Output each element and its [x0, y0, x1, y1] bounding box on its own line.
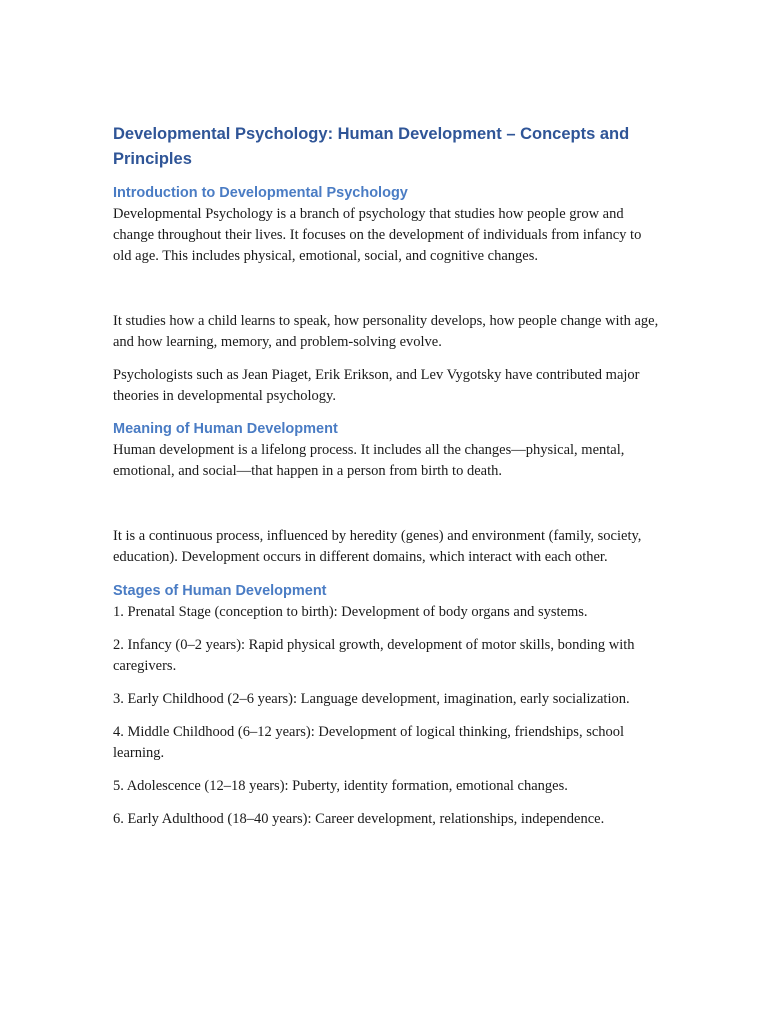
section-heading-stages: Stages of Human Development: [113, 583, 327, 599]
stage-item-prenatal: 1. Prenatal Stage (conception to birth): Development of body organs and systems.: [113, 604, 588, 620]
intro-paragraph-1: Developmental Psychology is a branch of psychology that studies how people grow and change throughout their lives. It focuses on the development of individuals from infancy to old age. This includes physical, emotional, social, and cognitive changes.: [113, 206, 642, 264]
stage-item-adolescence: 5. Adolescence (12–18 years): Puberty, identity formation, emotional changes.: [113, 778, 568, 794]
stage-item-middle-childhood: 4. Middle Childhood (6–12 years): Development of logical thinking, friendships, school learning.: [113, 724, 625, 761]
stage-item-early-childhood: 3. Early Childhood (2–6 years): Language development, imagination, early socialization.: [113, 691, 630, 707]
section-heading-introduction: Introduction to Developmental Psychology: [113, 185, 408, 201]
document-title: Developmental Psychology: Human Development – Concepts and Principles: [113, 125, 630, 168]
stages-list: [113, 602, 663, 830]
intro-paragraph-3: Psychologists such as Jean Piaget, Erik Erikson, and Lev Vygotsky have contributed major theories in developmental psychology.: [113, 367, 640, 404]
stage-item-infancy: 2. Infancy (0–2 years): Rapid physical growth, development of motor skills, bonding with caregivers.: [113, 637, 635, 674]
stage-item-early-adulthood: 6. Early Adulthood (18–40 years): Career development, relationships, independence.: [113, 811, 605, 827]
document-page: [113, 122, 663, 830]
intro-paragraph-2: It studies how a child learns to speak, how personality develops, how people change with age, and how learning, memory, and problem-solving evolve.: [113, 313, 659, 350]
meaning-paragraph-1: Human development is a lifelong process. It includes all the changes—physical, mental, emotional, and social—that happen in a person from birth to death.: [113, 442, 625, 479]
section-heading-meaning: Meaning of Human Development: [113, 421, 338, 437]
meaning-paragraph-2: It is a continuous process, influenced by heredity (genes) and environment (family, society, education). Development occurs in different domains, which interact with each other.: [113, 528, 642, 565]
